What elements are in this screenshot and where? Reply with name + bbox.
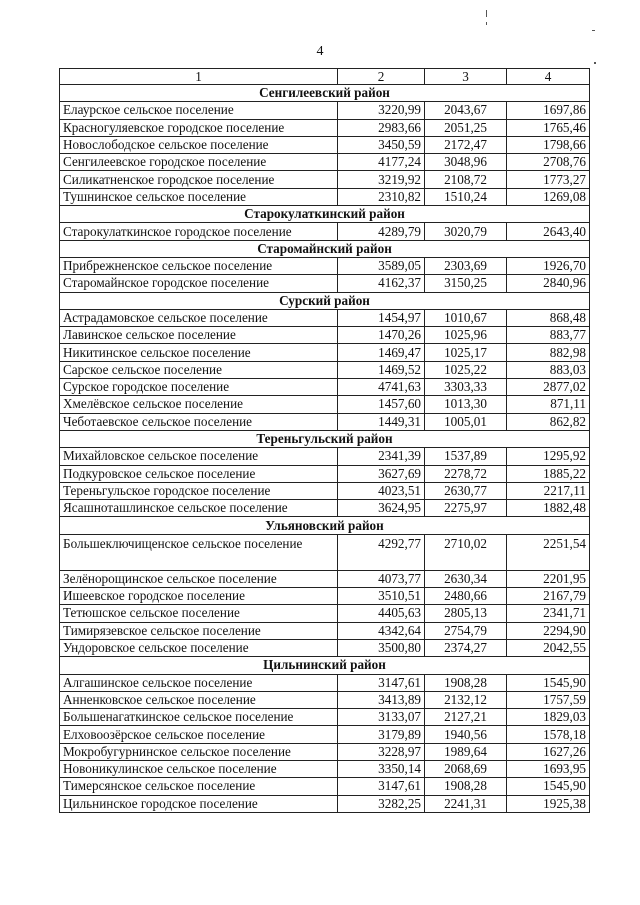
settlement-name: Елаурское сельское поселение <box>60 102 338 119</box>
table-row <box>60 691 590 708</box>
value-col-3: 2132,12 <box>425 691 507 708</box>
table-row <box>60 465 590 482</box>
settlement-name: Цильнинское городское поселение <box>60 795 338 812</box>
table-row <box>60 743 590 760</box>
value-col-3: 1940,56 <box>425 726 507 743</box>
value-col-4: 2042,55 <box>507 639 590 656</box>
value-col-3: 2278,72 <box>425 465 507 482</box>
value-col-4: 1885,22 <box>507 465 590 482</box>
value-col-4: 2341,71 <box>507 605 590 622</box>
value-col-2: 3627,69 <box>338 465 425 482</box>
value-col-3: 3303,33 <box>425 379 507 396</box>
table-row <box>60 726 590 743</box>
table-row <box>60 605 590 622</box>
value-col-2: 3147,61 <box>338 778 425 795</box>
settlement-name: Сенгилеевское городское поселение <box>60 154 338 171</box>
value-col-3: 2275,97 <box>425 500 507 517</box>
settlement-name: Новоникулинское сельское поселение <box>60 760 338 777</box>
settlement-name: Старокулаткинское городское поселение <box>60 223 338 240</box>
value-col-2: 4177,24 <box>338 154 425 171</box>
settlement-name: Астрадамовское сельское поселение <box>60 309 338 326</box>
table-row <box>60 275 590 292</box>
table-row <box>60 760 590 777</box>
value-col-2: 3624,95 <box>338 500 425 517</box>
value-col-4: 1697,86 <box>507 102 590 119</box>
table-row <box>60 309 590 326</box>
value-col-2: 2310,82 <box>338 188 425 205</box>
value-col-2: 1470,26 <box>338 327 425 344</box>
value-col-3: 2051,25 <box>425 119 507 136</box>
value-col-4: 2877,02 <box>507 379 590 396</box>
settlement-name: Красногуляевское городское поселение <box>60 119 338 136</box>
settlement-name: Прибрежненское сельское поселение <box>60 257 338 274</box>
settlement-name: Подкуровское сельское поселение <box>60 465 338 482</box>
table-body <box>60 69 590 813</box>
value-col-2: 2983,66 <box>338 119 425 136</box>
table-row <box>60 361 590 378</box>
column-header-2: 2 <box>338 69 425 85</box>
district-row <box>60 430 590 447</box>
value-col-3: 1013,30 <box>425 396 507 413</box>
settlement-name: Большеключищенское сельское поселение <box>60 534 338 570</box>
value-col-2: 4289,79 <box>338 223 425 240</box>
value-col-4: 1757,59 <box>507 691 590 708</box>
value-col-4: 1882,48 <box>507 500 590 517</box>
value-col-3: 1908,28 <box>425 778 507 795</box>
value-col-2: 3179,89 <box>338 726 425 743</box>
scan-mark <box>486 22 487 25</box>
value-col-3: 2241,31 <box>425 795 507 812</box>
table-row <box>60 448 590 465</box>
table-row <box>60 102 590 119</box>
settlement-name: Никитинское сельское поселение <box>60 344 338 361</box>
value-col-3: 1537,89 <box>425 448 507 465</box>
value-col-4: 883,77 <box>507 327 590 344</box>
value-col-2: 4073,77 <box>338 570 425 587</box>
value-col-2: 3133,07 <box>338 709 425 726</box>
settlement-name: Михайловское сельское поселение <box>60 448 338 465</box>
value-col-4: 1693,95 <box>507 760 590 777</box>
value-col-3: 1010,67 <box>425 309 507 326</box>
value-col-2: 3413,89 <box>338 691 425 708</box>
table-row <box>60 795 590 812</box>
table-row <box>60 223 590 240</box>
value-col-4: 1829,03 <box>507 709 590 726</box>
column-header-4: 4 <box>507 69 590 85</box>
table-row <box>60 622 590 639</box>
value-col-3: 2108,72 <box>425 171 507 188</box>
table-row <box>60 344 590 361</box>
value-col-4: 2201,95 <box>507 570 590 587</box>
value-col-3: 2303,69 <box>425 257 507 274</box>
value-col-4: 1798,66 <box>507 136 590 153</box>
value-col-2: 4292,77 <box>338 534 425 570</box>
district-row <box>60 517 590 534</box>
settlement-name: Сурское городское поселение <box>60 379 338 396</box>
value-col-2: 3147,61 <box>338 674 425 691</box>
settlement-name: Зелёнорощинское сельское поселение <box>60 570 338 587</box>
value-col-4: 1773,27 <box>507 171 590 188</box>
value-col-3: 3020,79 <box>425 223 507 240</box>
page-number: 4 <box>316 44 324 59</box>
value-col-2: 1457,60 <box>338 396 425 413</box>
settlement-name: Хмелёвское сельское поселение <box>60 396 338 413</box>
settlement-name: Силикатненское городское поселение <box>60 171 338 188</box>
settlement-name: Елховоозёрское сельское поселение <box>60 726 338 743</box>
settlement-name: Ясашноташлинское сельское поселение <box>60 500 338 517</box>
value-col-4: 1765,46 <box>507 119 590 136</box>
value-col-2: 3589,05 <box>338 257 425 274</box>
settlement-name: Мокробугурнинское сельское поселение <box>60 743 338 760</box>
settlement-name: Старомайнское городское поселение <box>60 275 338 292</box>
value-col-2: 4405,63 <box>338 605 425 622</box>
settlement-name: Ундоровское сельское поселение <box>60 639 338 656</box>
value-col-3: 2754,79 <box>425 622 507 639</box>
settlement-name: Чеботаевское сельское поселение <box>60 413 338 430</box>
table-row <box>60 188 590 205</box>
settlements-table <box>59 68 590 813</box>
settlement-name: Новослободское сельское поселение <box>60 136 338 153</box>
table-row <box>60 171 590 188</box>
district-row <box>60 657 590 674</box>
table-row <box>60 136 590 153</box>
value-col-2: 3220,99 <box>338 102 425 119</box>
table-row <box>60 674 590 691</box>
value-col-3: 2480,66 <box>425 588 507 605</box>
value-col-4: 1627,26 <box>507 743 590 760</box>
value-col-2: 3282,25 <box>338 795 425 812</box>
value-col-3: 1025,96 <box>425 327 507 344</box>
settlement-name: Алгашинское сельское поселение <box>60 674 338 691</box>
value-col-2: 3500,80 <box>338 639 425 656</box>
value-col-4: 1926,70 <box>507 257 590 274</box>
value-col-4: 1545,90 <box>507 674 590 691</box>
district-row <box>60 292 590 309</box>
value-col-4: 2643,40 <box>507 223 590 240</box>
value-col-3: 3150,25 <box>425 275 507 292</box>
value-col-4: 2708,76 <box>507 154 590 171</box>
district-name: Сенгилеевский район <box>60 85 590 102</box>
settlement-name: Тереньгульское городское поселение <box>60 482 338 499</box>
value-col-4: 2167,79 <box>507 588 590 605</box>
district-row <box>60 240 590 257</box>
district-row <box>60 206 590 223</box>
table-row <box>60 379 590 396</box>
value-col-3: 1025,17 <box>425 344 507 361</box>
district-name: Сурский район <box>60 292 590 309</box>
settlement-name: Ишеевское городское поселение <box>60 588 338 605</box>
value-col-2: 1449,31 <box>338 413 425 430</box>
table-row <box>60 413 590 430</box>
value-col-2: 1469,47 <box>338 344 425 361</box>
value-col-3: 2043,67 <box>425 102 507 119</box>
table-row <box>60 119 590 136</box>
settlement-name: Большенагаткинское сельское поселение <box>60 709 338 726</box>
scan-mark <box>592 30 595 31</box>
value-col-4: 882,98 <box>507 344 590 361</box>
district-name: Тереньгульский район <box>60 430 590 447</box>
column-header-row <box>60 69 590 85</box>
value-col-3: 2068,69 <box>425 760 507 777</box>
value-col-3: 2710,02 <box>425 534 507 570</box>
settlement-name: Анненковское сельское поселение <box>60 691 338 708</box>
district-name: Цильнинский район <box>60 657 590 674</box>
value-col-2: 2341,39 <box>338 448 425 465</box>
value-col-2: 4023,51 <box>338 482 425 499</box>
settlement-name: Сарское сельское поселение <box>60 361 338 378</box>
value-col-4: 868,48 <box>507 309 590 326</box>
value-col-2: 3350,14 <box>338 760 425 777</box>
value-col-3: 1510,24 <box>425 188 507 205</box>
value-col-2: 3450,59 <box>338 136 425 153</box>
value-col-2: 4342,64 <box>338 622 425 639</box>
value-col-2: 1454,97 <box>338 309 425 326</box>
value-col-3: 2374,27 <box>425 639 507 656</box>
table-row <box>60 588 590 605</box>
value-col-2: 1469,52 <box>338 361 425 378</box>
value-col-3: 2172,47 <box>425 136 507 153</box>
value-col-2: 4162,37 <box>338 275 425 292</box>
value-col-3: 2630,77 <box>425 482 507 499</box>
table-row <box>60 639 590 656</box>
value-col-2: 3219,92 <box>338 171 425 188</box>
value-col-3: 1005,01 <box>425 413 507 430</box>
value-col-4: 871,11 <box>507 396 590 413</box>
value-col-4: 1295,92 <box>507 448 590 465</box>
value-col-2: 3510,51 <box>338 588 425 605</box>
settlement-name: Тушнинское сельское поселение <box>60 188 338 205</box>
value-col-3: 3048,96 <box>425 154 507 171</box>
value-col-3: 2805,13 <box>425 605 507 622</box>
scan-mark <box>486 10 487 17</box>
value-col-4: 1545,90 <box>507 778 590 795</box>
table-row <box>60 327 590 344</box>
value-col-2: 3228,97 <box>338 743 425 760</box>
table-row <box>60 257 590 274</box>
settlement-name: Тимирязевское сельское поселение <box>60 622 338 639</box>
value-col-4: 862,82 <box>507 413 590 430</box>
settlement-name: Тетюшское сельское поселение <box>60 605 338 622</box>
value-col-3: 1908,28 <box>425 674 507 691</box>
table-row <box>60 500 590 517</box>
district-name: Ульяновский район <box>60 517 590 534</box>
value-col-4: 1578,18 <box>507 726 590 743</box>
table-row <box>60 534 590 570</box>
settlement-name: Тимерсянское сельское поселение <box>60 778 338 795</box>
column-header-1: 1 <box>60 69 338 85</box>
value-col-4: 2217,11 <box>507 482 590 499</box>
value-col-4: 883,03 <box>507 361 590 378</box>
column-header-3: 3 <box>425 69 507 85</box>
value-col-2: 4741,63 <box>338 379 425 396</box>
value-col-3: 1989,64 <box>425 743 507 760</box>
value-col-4: 1925,38 <box>507 795 590 812</box>
district-name: Старокулаткинский район <box>60 206 590 223</box>
table-row <box>60 154 590 171</box>
value-col-4: 2294,90 <box>507 622 590 639</box>
value-col-3: 1025,22 <box>425 361 507 378</box>
table-row <box>60 570 590 587</box>
table-row <box>60 778 590 795</box>
value-col-3: 2630,34 <box>425 570 507 587</box>
scan-mark <box>594 62 596 64</box>
district-row <box>60 85 590 102</box>
district-name: Старомайнский район <box>60 240 590 257</box>
table-row <box>60 482 590 499</box>
value-col-3: 2127,21 <box>425 709 507 726</box>
value-col-4: 1269,08 <box>507 188 590 205</box>
value-col-4: 2251,54 <box>507 534 590 570</box>
settlement-name: Лавинское сельское поселение <box>60 327 338 344</box>
value-col-4: 2840,96 <box>507 275 590 292</box>
table-row <box>60 396 590 413</box>
table-row <box>60 709 590 726</box>
